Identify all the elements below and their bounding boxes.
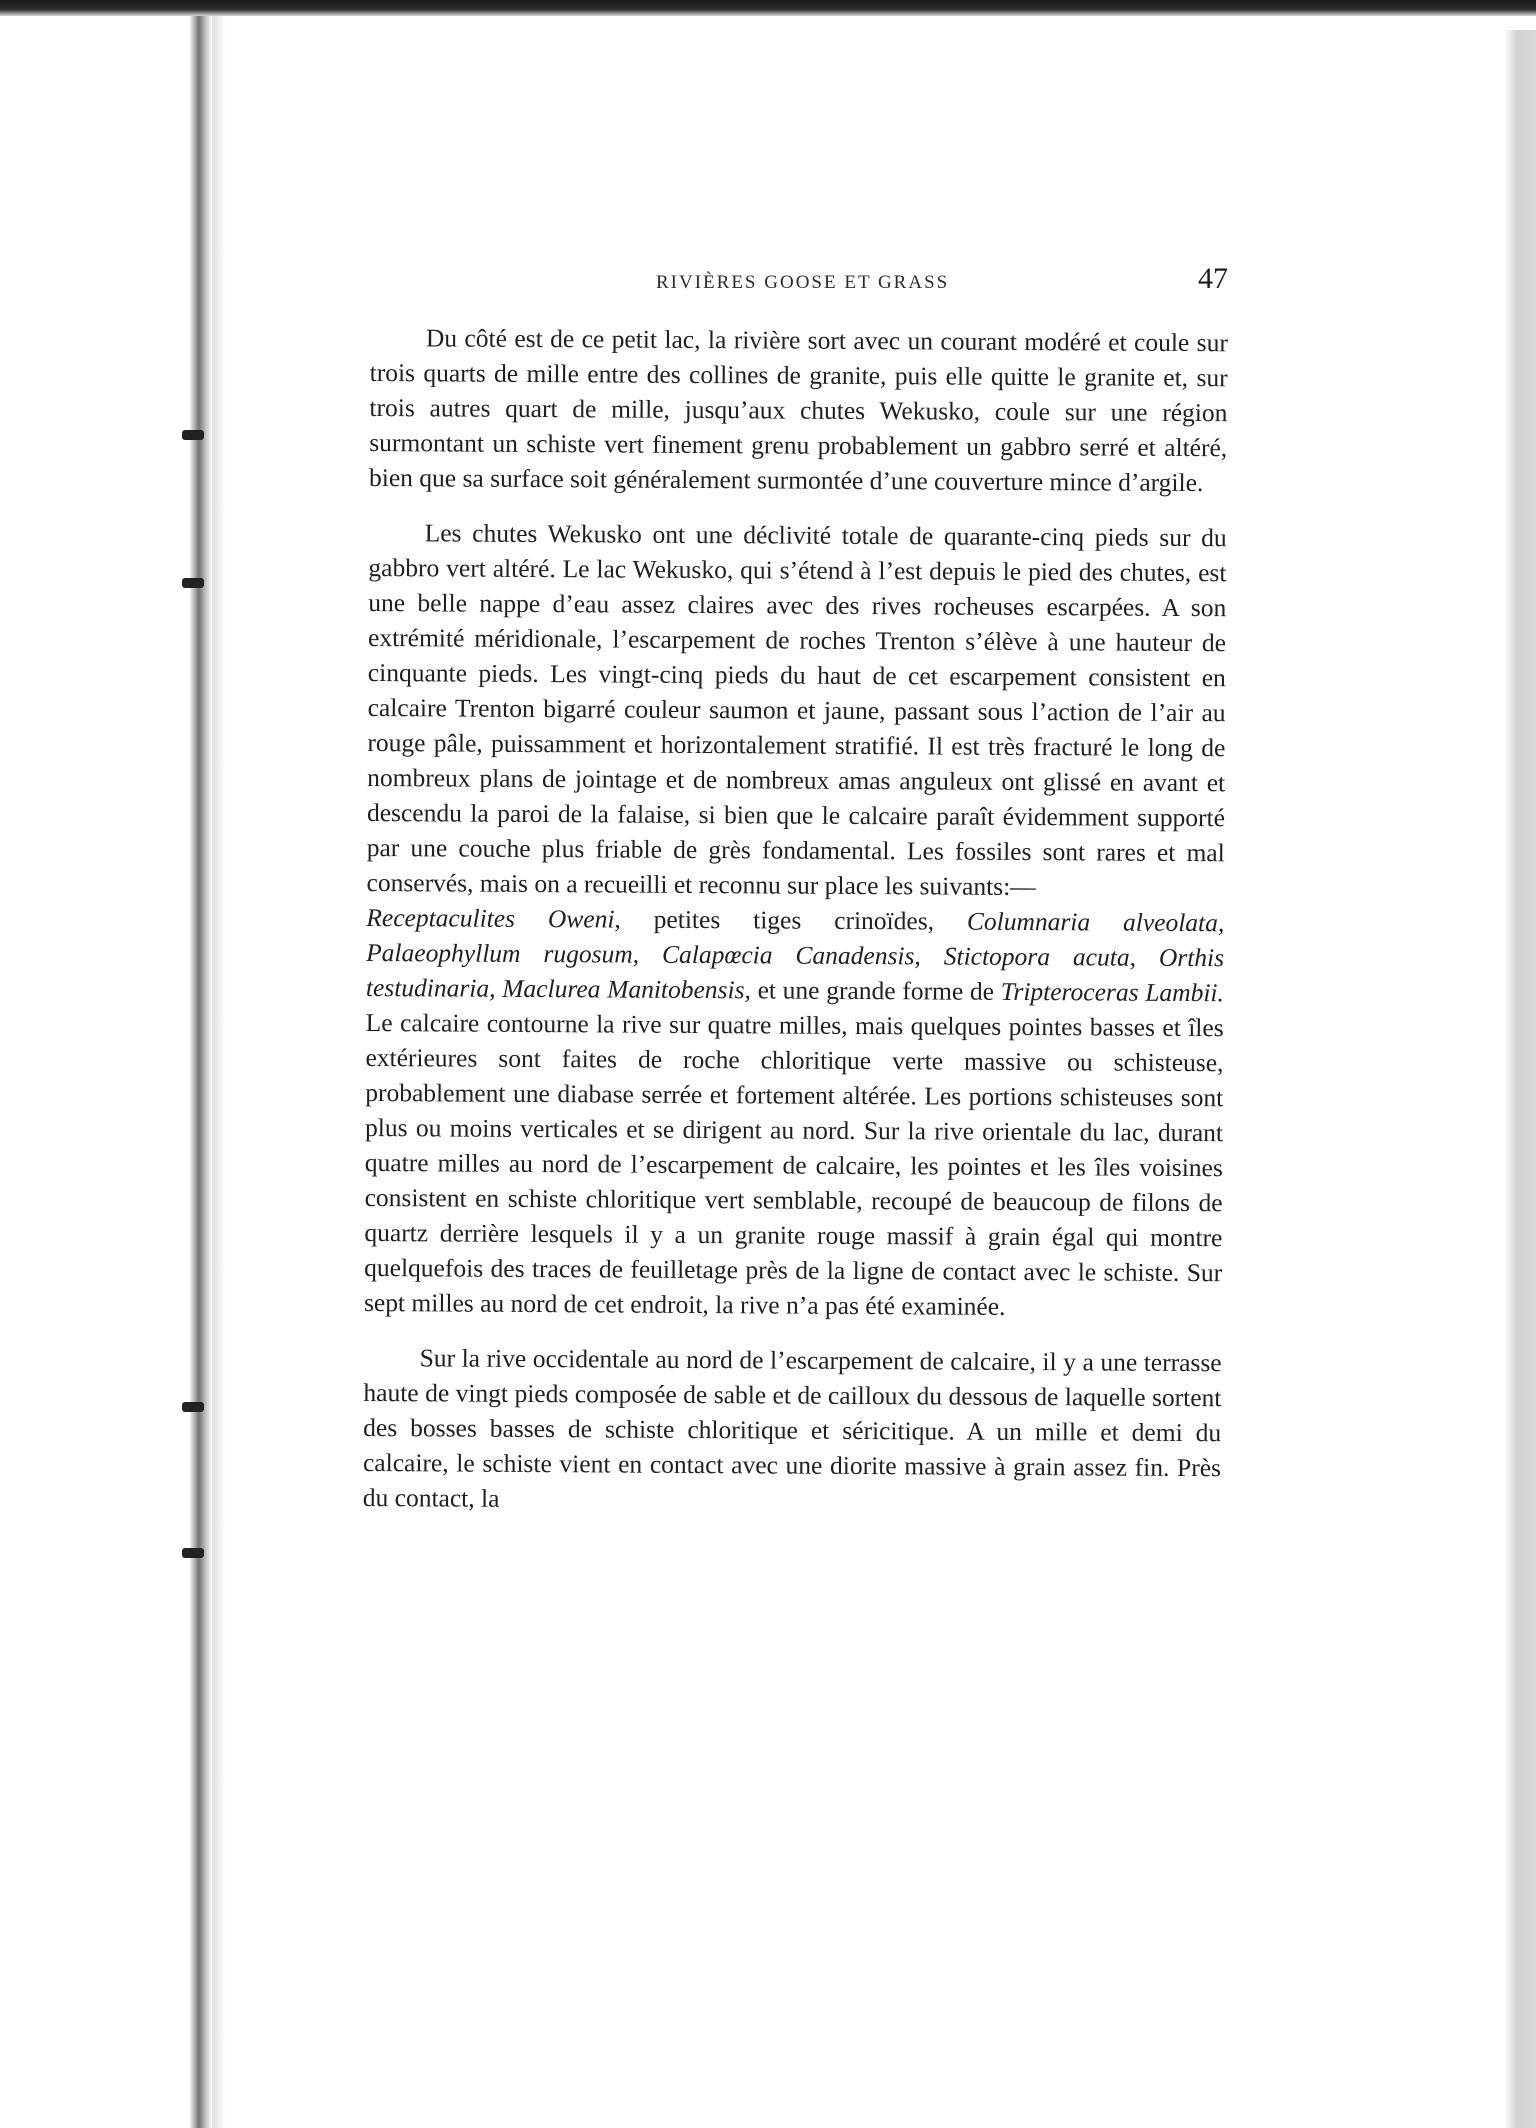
paragraph-2-text: et une grande forme de [750,975,1001,1006]
page-number: 47 [1198,262,1228,295]
species-list: Columnaria alveolata, Palaeophyllum rugosum, Calapœcia Canadensis, Stictopora acuta, Orthis testudinaria, Maclurea Manitobensis, [365,906,1225,1005]
species-name: Tripteroceras Lambii. [1000,976,1225,1008]
binding-mark [182,1548,204,1558]
paragraph-1: Du côté est de ce petit lac, la rivière sort avec un courant modéré et coule sur trois quarts de mille entre des collines de granite, puis elle quitte le granite et, sur trois autres quart de mille, jusqu’aux chutes Wekusko, coule sur une région surmontant un schiste vert finement grenu probablement un gabbro serré et altéré, bien que sa surface soit généralement surmontée d’une couverture mince d’argile. [368,323,1228,498]
species-name: Receptaculites Oweni, [366,902,621,934]
page-body [363,320,1228,1540]
binding-mark [182,578,204,588]
binding-mark [182,1402,204,1412]
paragraph-3: Sur la rive occidentale au nord de l’escarpement de calcaire, il y a une terrasse haute de vingt pieds composée de sable et de cailloux du dessous de laquelle sortent des bosses basses de schiste chloritique et séricitique. A un mille et demi du calcaire, le schiste vient en contact avec une diorite massive à grain assez fin. Près du contact, la [362,1343,1222,1513]
running-title: RIVIÈRES GOOSE ET GRASS [656,272,950,293]
binding-mark [182,430,204,440]
page-right-edge [1504,30,1536,2128]
scan-top-edge [0,0,1536,16]
page-header [372,262,1228,304]
gutter-shadow [212,16,226,2128]
paragraph-2 [364,515,1227,1325]
book-gutter [190,16,212,2128]
paragraph-2-text: petites tiges crinoïdes, [620,904,968,936]
paragraph-2-text: Le calcaire contourne la rive sur quatre milles, mais quelques pointes basses et îles extérieures sont faites de roche chloritique verte massive ou schisteuse, probablement une diabase serrée et fortement altérée. Les portions schisteuses sont plus ou moins verticales et se dirigent au nord. Sur la rive orientale du lac, durant quatre milles au nord de l’escarpement de calcaire, les pointes et les îles voisines consistent en schiste chloritique vert semblable, recoupé de beaucoup de filons de quartz derrière lesquels il y a un granite rouge massif à grain égal qui montre quelquefois des traces de feuilletage près de la ligne de contact avec le schiste. Sur sept milles au nord de cet endroit, la rive n’a pas été examinée. [363,1007,1224,1321]
paragraph-2-text: Les chutes Wekusko ont une déclivité totale de quarante-cinq pieds sur du gabbro vert altéré. Le lac Wekusko, qui s’étend à l’est depuis le pied des chutes, est une belle nappe d’eau assez claires avec des rives rocheuses escarpées. A son extrémité méridionale, l’escarpement de roches Trenton s’élève à une hauteur de cinquante pieds. Les vingt-cinq pieds du haut de cet escarpement consistent en calcaire Trenton bigarré couleur saumon et jaune, passant sous l’action de l’air au rouge pâle, puissamment et horizontalement stratifié. Il est très fracturé le long de nombreux plans de jointage et de nombreux amas anguleux ont glissé en avant et descendu la paroi de la falaise, si bien que le calcaire paraît évidemment supporté par une couche plus friable de grès fondamental. Les fossiles sont rares et mal conservés, mais on a recueilli et reconnu sur place les suivants:— [366,518,1227,902]
